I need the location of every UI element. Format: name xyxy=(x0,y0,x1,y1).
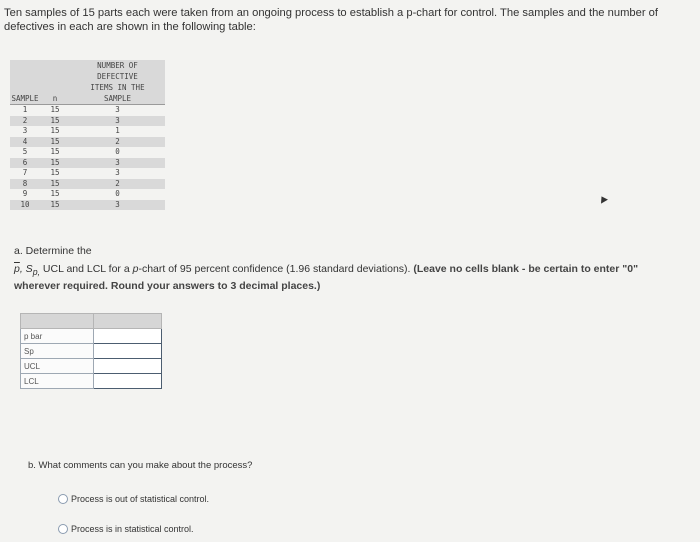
table-row xyxy=(10,105,165,116)
cell-sample: 7 xyxy=(22,168,28,177)
table-row xyxy=(10,200,165,211)
radio-out-of-control[interactable] xyxy=(58,494,68,504)
instruction-bold-1: (Leave no cells blank - be certain to enter "0" xyxy=(413,263,639,275)
sp-symbol: , S xyxy=(19,263,33,275)
cell-defective: 3 xyxy=(70,200,165,211)
answer-cell[interactable] xyxy=(94,344,162,359)
option-in-control-label: Process is in statistical control. xyxy=(71,524,194,534)
answer-row xyxy=(21,374,162,389)
cell-sample: 9 xyxy=(22,189,28,198)
table-row xyxy=(10,116,165,127)
mouse-cursor-icon xyxy=(598,194,608,203)
option-out-of-control-label: Process is out of statistical control. xyxy=(71,494,210,504)
option-out-of-control[interactable] xyxy=(58,494,209,504)
cell-defective: 0 xyxy=(115,147,120,156)
instruction-bold-2: wherever required. Round your answers to 3 decimal places.) xyxy=(14,280,321,293)
table-row xyxy=(10,179,165,190)
answer-row xyxy=(21,359,162,374)
answer-label: UCL xyxy=(21,359,94,374)
table-row xyxy=(10,189,165,200)
answer-label: LCL xyxy=(21,374,94,389)
cell-n: 15 xyxy=(40,137,70,148)
question-a-label: a. Determine the xyxy=(14,245,92,257)
table-row xyxy=(10,147,165,158)
cell-sample: 5 xyxy=(22,147,28,156)
cell-sample: 8 xyxy=(10,179,40,190)
answer-header-blank-1 xyxy=(21,314,94,329)
table-row xyxy=(10,137,165,148)
header-defective: NUMBER OF DEFECTIVE ITEMS IN THE SAMPLE xyxy=(70,60,165,105)
header-n: n xyxy=(40,60,70,105)
sample-data-table xyxy=(10,60,165,210)
cell-defective: 2 xyxy=(70,137,165,148)
radio-in-control[interactable] xyxy=(58,524,68,534)
answer-input[interactable] xyxy=(94,376,158,387)
cell-sample: 6 xyxy=(10,158,40,169)
question-a xyxy=(14,244,694,293)
sp-subscript: p, xyxy=(32,267,40,278)
answer-cell[interactable] xyxy=(94,329,162,344)
answer-row xyxy=(21,329,162,344)
answer-input[interactable] xyxy=(94,331,158,342)
cell-n: 15 xyxy=(50,189,60,198)
cell-defective: 3 xyxy=(70,116,165,127)
cell-sample: 1 xyxy=(22,105,28,114)
answer-cell[interactable] xyxy=(94,359,162,374)
question-a-text2: -chart of 95 percent confidence (1.96 standard deviations). xyxy=(138,263,414,275)
cell-n: 15 xyxy=(40,116,70,127)
table-row xyxy=(10,168,165,179)
answer-row xyxy=(21,344,162,359)
cell-n: 15 xyxy=(50,105,60,114)
p-bar-symbol: $\overline{p}$ xyxy=(14,263,20,275)
cell-sample: 4 xyxy=(10,137,40,148)
cell-n: 15 xyxy=(40,179,70,190)
answer-grid-header xyxy=(21,314,162,329)
table-row xyxy=(10,158,165,169)
cell-defective: 2 xyxy=(70,179,165,190)
cell-defective: 1 xyxy=(115,126,120,135)
answer-grid xyxy=(20,313,162,389)
answer-cell[interactable] xyxy=(94,374,162,389)
answer-header-blank-2 xyxy=(94,314,162,329)
cell-defective: 3 xyxy=(115,168,120,177)
question-b-label: b. What comments can you make about the process? xyxy=(28,460,253,471)
cell-n: 15 xyxy=(40,158,70,169)
cell-sample: 10 xyxy=(10,200,40,211)
cell-sample: 2 xyxy=(10,116,40,127)
cell-defective: 0 xyxy=(115,189,120,198)
cell-n: 15 xyxy=(50,126,60,135)
table-row xyxy=(10,126,165,137)
table-header-row xyxy=(10,60,165,105)
p-italic: p xyxy=(132,263,139,275)
option-in-control[interactable] xyxy=(58,524,194,534)
header-sample: SAMPLE xyxy=(10,60,40,105)
cell-defective: 3 xyxy=(115,105,120,114)
answer-label: p bar xyxy=(21,329,94,344)
cell-n: 15 xyxy=(40,200,70,211)
intro-text: Ten samples of 15 parts each were taken from an ongoing process to establish a p-chart for control. The samples and the number of defectives in each are shown in the following table: xyxy=(4,7,658,33)
cell-n: 15 xyxy=(50,147,60,156)
cell-n: 15 xyxy=(50,168,60,177)
question-a-text: UCL and LCL for a xyxy=(40,263,133,275)
cell-defective: 3 xyxy=(70,158,165,169)
answer-label: Sp xyxy=(21,344,94,359)
cell-sample: 3 xyxy=(22,126,28,135)
answer-input[interactable] xyxy=(94,361,158,372)
answer-input[interactable] xyxy=(94,346,158,357)
